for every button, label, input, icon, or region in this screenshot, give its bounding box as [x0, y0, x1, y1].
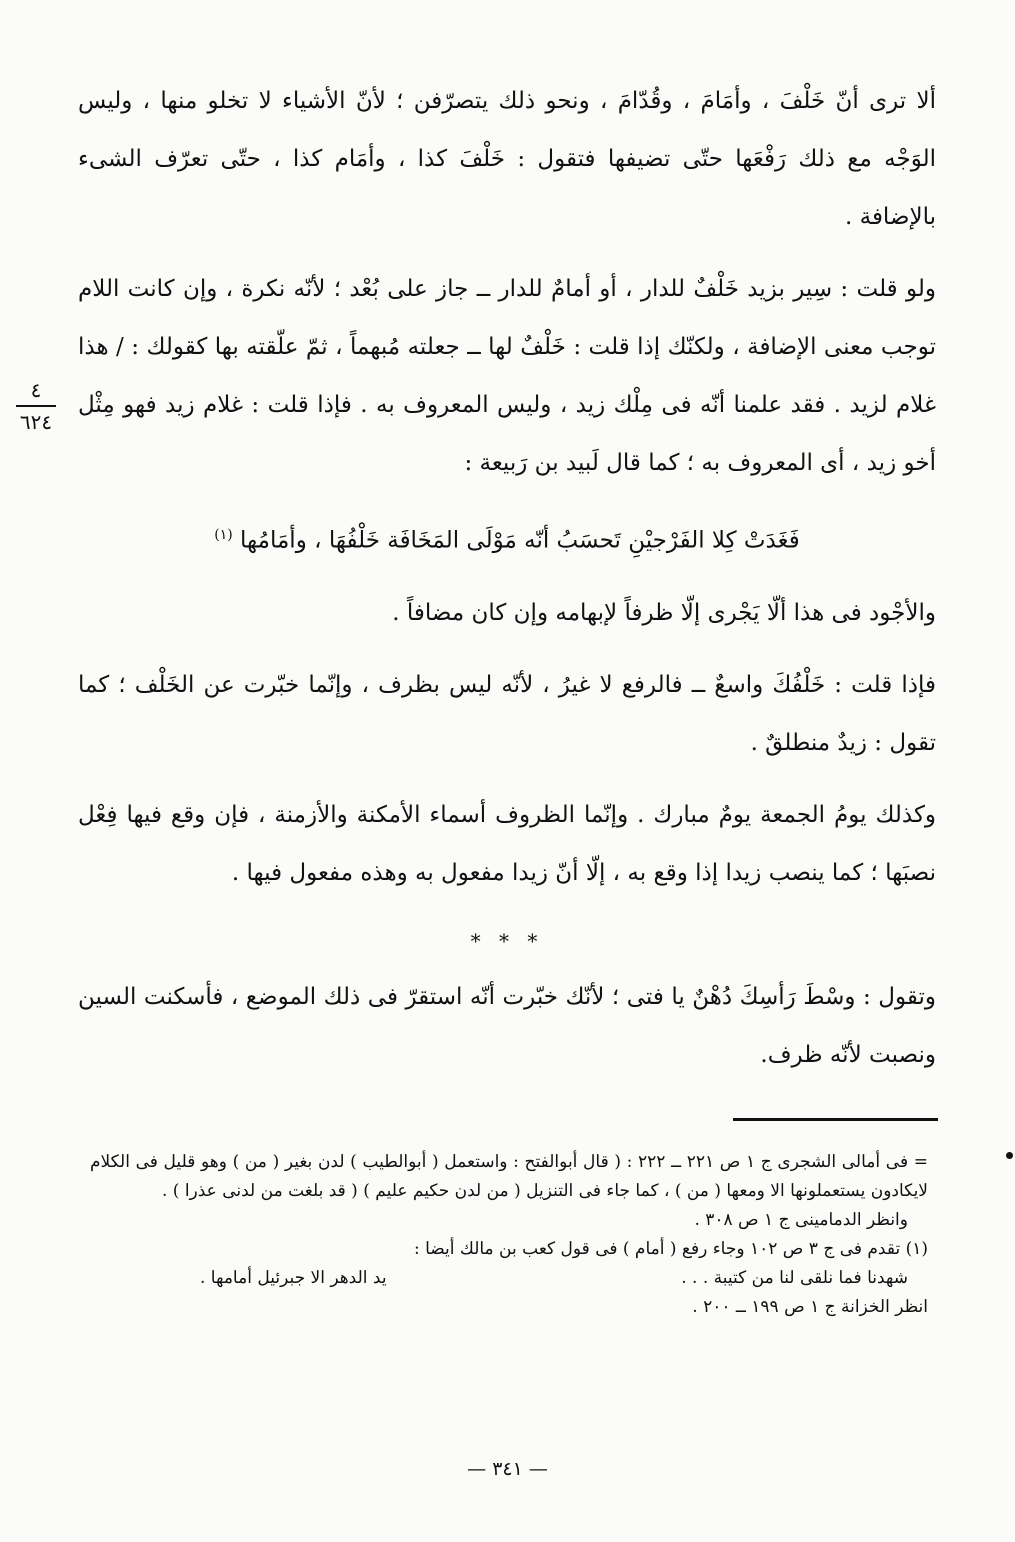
margin-divider	[16, 405, 56, 407]
verse-line	[78, 506, 936, 570]
couplet-second-half: يد الدهر الا جبرئيل أمامها .	[200, 1268, 387, 1288]
margin-volume: ٤	[30, 378, 42, 402]
footnotes	[90, 1148, 928, 1322]
paragraph-3: والأجْود فى هذا ألّا يَجْرى إلّا ظرفاً لإبهامه وإن كان مضافاً .	[392, 599, 936, 626]
footnote-source: انظر الخزانة ج ١ ص ١٩٩ ــ ٢٠٠ .	[692, 1297, 928, 1317]
verse-text: فَغَدَتْ كِلا الفَرْجيْنِ تَحسَبُ أنّه مَوْلَى المَخَافَة خَلْفُهَا ، وأمَامُها	[240, 527, 800, 554]
paragraph-4: فإذا قلت : خَلْفُكَ واسعٌ ــ فالرفع لا غيرُ ، لأنّه ليس بظرف ، وإنّما خبّرت عن الخَلْف ؛ كما تقول : زيدٌ منطلقٌ .	[78, 671, 936, 756]
footnote-couplet	[90, 1264, 928, 1293]
page-number: — ٣٤١ —	[467, 1458, 548, 1480]
footnote-mark: (١)	[214, 527, 233, 543]
margin-page: ٦٢٤	[19, 410, 53, 434]
footnote-continued: = فى أمالى الشجرى ج ١ ص ٢٢١ ــ ٢٢٢ : ( قال أبوالفتح : واستعمل ( أبوالطيب ) لدن بغير ( من ) وهو قليل فى الكلام لايكادون يستعملونها الا ومعها ( من ) ، كما جاء فى التنزيل ( من لدن حكيم عليم ) ( قد بلغت من لدنى عذرا ) .	[90, 1152, 928, 1201]
scan-mark	[1006, 1152, 1013, 1159]
footnote-reference: وانظر الدمامينى ج ١ ص ٣٠٨ .	[694, 1210, 908, 1230]
footnote-rule	[733, 1118, 938, 1121]
paragraph-5: وكذلك يومُ الجمعة يومٌ مبارك . وإنّما الظروف أسماء الأمكنة والأزمنة ، فإن وقع فيها فِعْل نصبَها ؛ كما ينصب زيدا إذا وقع به ، إلّا أنّ زيدا مفعول به وهذه مفعول فيها .	[78, 801, 936, 886]
couplet-first-half: شهدنا فما نلقى لنا من كتيبة . . .	[681, 1268, 908, 1288]
paragraph-1: ألا ترى أنّ خَلْفَ ، وأمَامَ ، وقُدّامَ ، ونحو ذلك يتصرّفن ؛ لأنّ الأشياء لا تخلو منها ، وليس الوَجْه مع ذلك رَفْعَها حتّى تضيفها فتقول : خَلْفَ كذا ، وأمَام كذا ، حتّى تعرّف الشىء بالإضافة .	[78, 88, 936, 230]
footnote-1: (١) تقدم فى ج ٣ ص ١٠٢ وجاء رفع ( أمام ) فى قول كعب بن مالك أيضا :	[413, 1239, 928, 1259]
section-separator: * * *	[470, 928, 544, 953]
paragraph-6: وتقول : وسْطَ رَأسِكَ دُهْنٌ يا فتى ؛ لأنّك خبّرت أنّه استقرّ فى ذلك الموضع ، فأسكنت السين ونصبت لأنّه ظرف.	[78, 983, 936, 1068]
paragraph-2: ولو قلت : سِير بزيد خَلْفٌ للدار ، أو أمامٌ للدار ــ جاز على بُعْد ؛ لأنّه نكرة ، وإن كانت اللام توجب معنى الإضافة ، ولكنّك إذا قلت : خَلْفٌ لها ــ جعلته مُبهماً ، ثمّ علّقته بها كقولك : / هذا غلام لزيد . فقد علمنا أنّه فى مِلْك زيد ، وليس المعروف به . فإذا قلت : غلام زيد فهو مِثْل أخو زيد ، أى المعروف به ؛ كما قال لَبيد بن رَبيعة :	[78, 276, 936, 476]
margin-page-reference	[12, 378, 60, 434]
main-text	[78, 72, 936, 1098]
